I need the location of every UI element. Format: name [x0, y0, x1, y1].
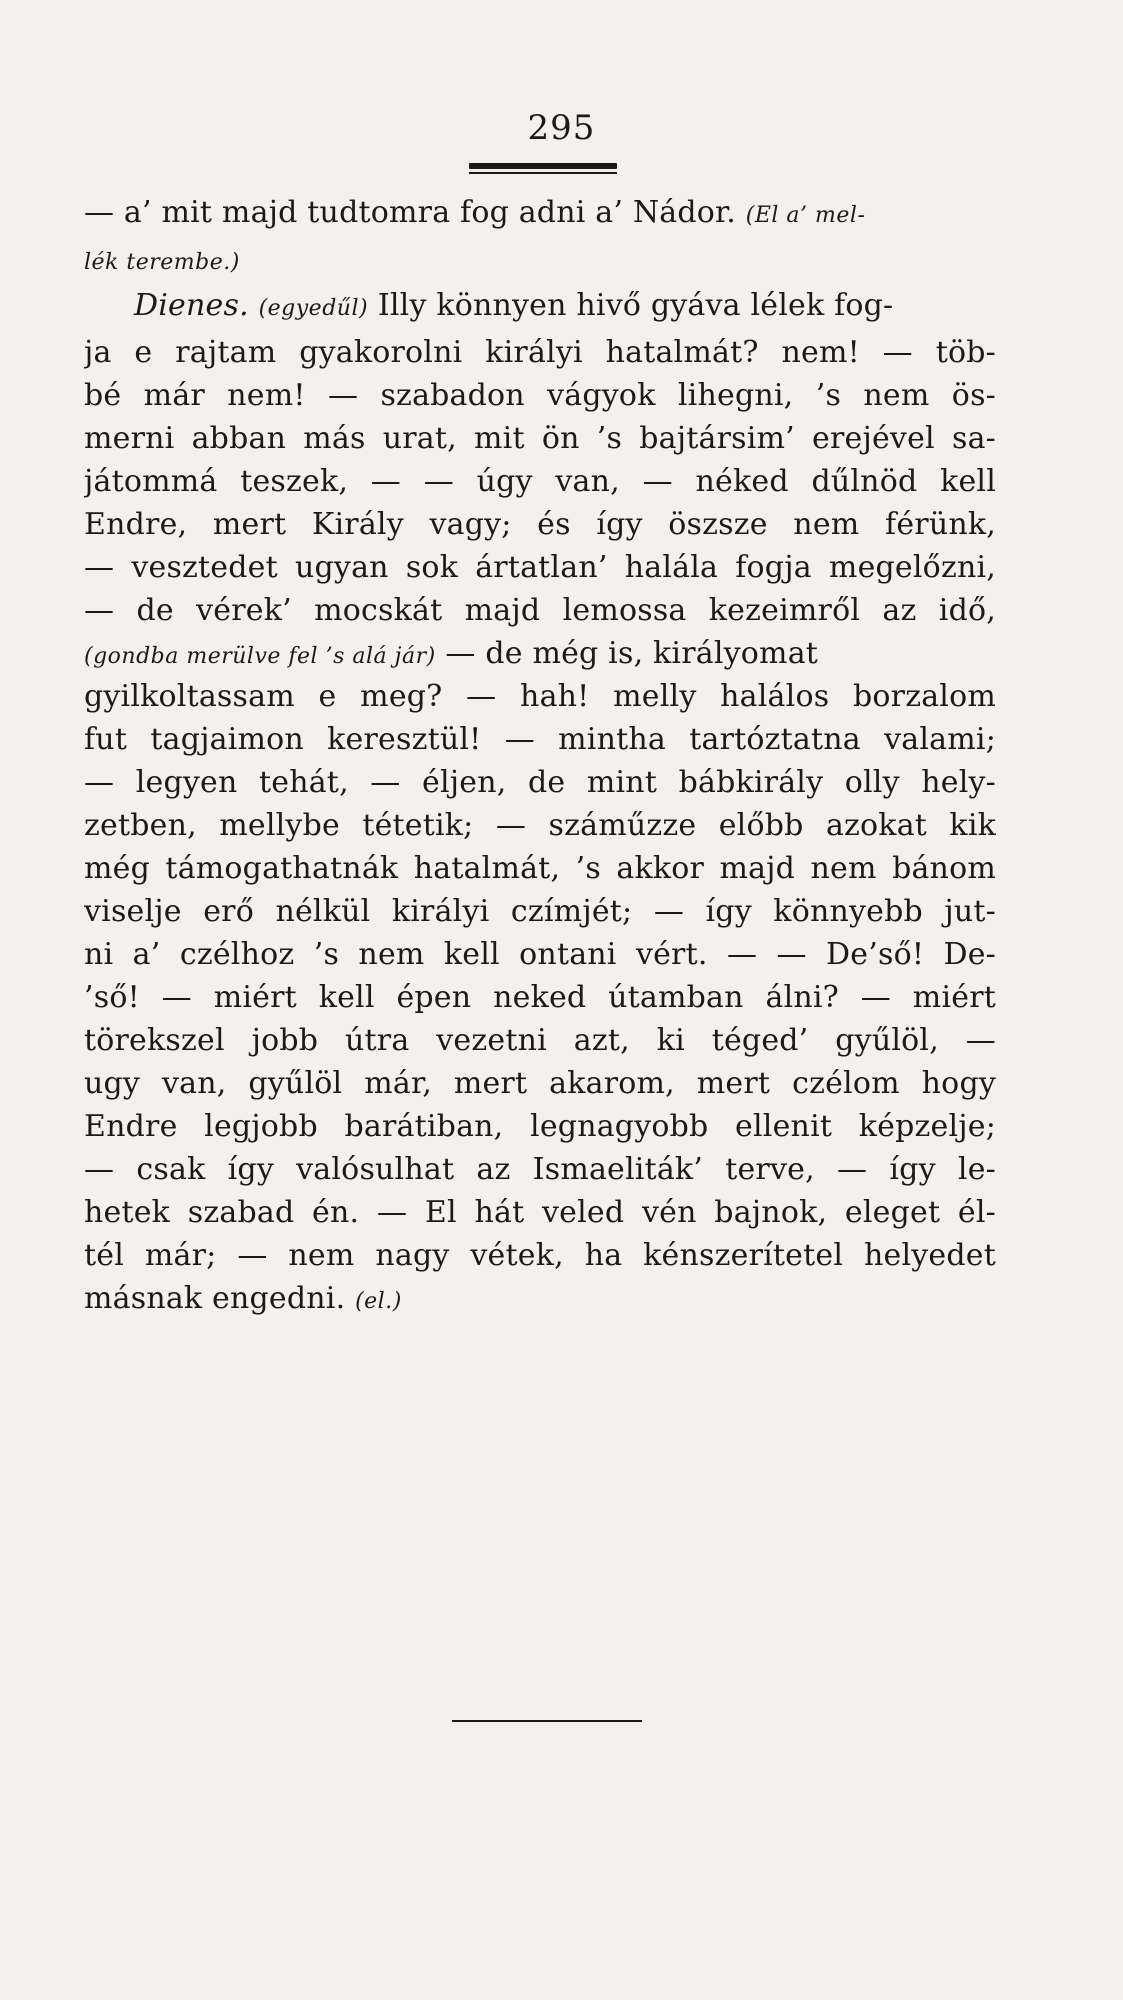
footer-rule — [452, 1720, 642, 1722]
text-line: tél már; — nem nagy vétek, ha kénszerítetel helyedet — [84, 1238, 996, 1273]
speaker-name: Dienes. — [134, 288, 249, 323]
stage-direction: (el.) — [355, 1289, 402, 1314]
text-line: — vesztedet ugyan sok ártatlan’ halála fogja megelőzni, — [84, 550, 996, 585]
stage-direction: (El a’ mel- — [745, 203, 866, 228]
stage-direction: (gondba merülve fel ’s alá jár) — [84, 644, 436, 669]
page-number: 295 — [527, 108, 596, 148]
text-line: Endre, mert Király vagy; és így öszsze nem férünk, — [84, 507, 996, 542]
text-line — [84, 238, 996, 281]
stage-direction: (egyedűl) — [258, 296, 369, 321]
text-line: Endre legjobb barátiban, legnagyobb ellenit képzelje; — [84, 1109, 996, 1144]
header-rule — [469, 163, 617, 169]
text-line: viselje erő nélkül királyi czímjét; — így könnyebb jut- — [84, 894, 996, 929]
text-line: még támogathatnák hatalmát, ’s akkor majd nem bánom — [84, 851, 996, 886]
text-line: — de vérek’ mocskát majd lemossa kezeimről az idő, — [84, 593, 996, 628]
text-line: ja e rajtam gyakorolni királyi hatalmát? nem! — töb- — [84, 335, 996, 370]
text-line: ’ső! — miért kell épen neked útamban álni? — miért — [84, 980, 996, 1015]
text-line: merni abban más urat, mit ön ’s bajtársim’ erejével sa- — [84, 421, 996, 456]
text-line: játommá teszek, — — úgy van, — néked dűlnöd kell — [84, 464, 996, 499]
text-line: hetek szabad én. — El hát veled vén bajnok, eleget él- — [84, 1195, 996, 1230]
text-line: (gondba merülve fel ’s alá jár) — de még is, királyomat — [84, 636, 819, 671]
text-line: ugy van, gyűlöl már, mert akarom, mert czélom hogy — [84, 1066, 996, 1101]
text-line: törekszel jobb útra vezetni azt, ki téged’ gyűlöl, — — [84, 1023, 996, 1058]
text-line: ni a’ czélhoz ’s nem kell ontani vért. — — De’ső! De- — [84, 937, 996, 972]
text-line: gyilkoltassam e meg? — hah! melly halálos borzalom — [84, 679, 996, 714]
text-line: — legyen tehát, — éljen, de mint bábkirály olly hely- — [84, 765, 996, 800]
text-line: — csak így valósulhat az Ismaeliták’ terve, — így le- — [84, 1152, 996, 1187]
text-line: zetben, mellybe tétetik; — száműzze előbb azokat kik — [84, 808, 996, 843]
text-line: Dienes. (egyedűl) Illy könnyen hivő gyáva lélek fog- — [134, 288, 894, 323]
text-line: bé már nem! — szabadon vágyok lihegni, ’s nem ös- — [84, 378, 996, 413]
text-line: fut tagjaimon keresztül! — mintha tartóztatna valami; — [84, 722, 996, 757]
stage-direction: lék terembe.) — [84, 250, 240, 275]
text-line: másnak engedni. (el.) — [84, 1281, 402, 1316]
text-line: — a’ mit majd tudtomra fog adni a’ Nádor. (El a’ mel- — [84, 195, 866, 230]
play-text — [84, 188, 996, 1320]
